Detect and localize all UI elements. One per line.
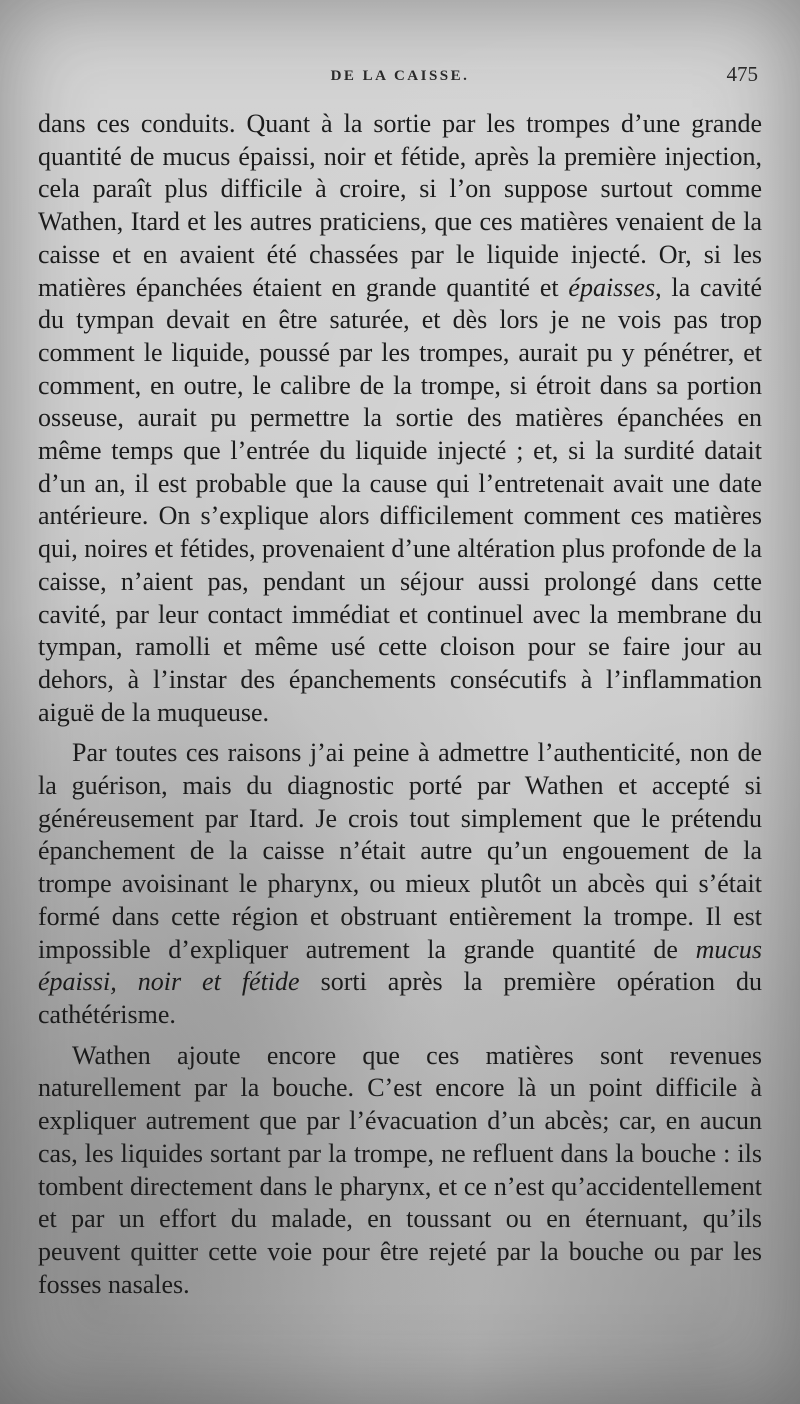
paragraph-1-italic-epaisses: épaisses — [568, 272, 656, 302]
running-head: DE LA CAISSE. — [330, 68, 470, 84]
paragraph-2-italic-mucus: mucus épaissi, noir et fétide — [38, 934, 762, 997]
paragraph-1-text-b: , la cavité du tympan devait en être saturée, et dès lors je ne vois pas trop comment le liquide, poussé par les trompes, aurait pu y pénétrer, et comment, en outre, le calibre de la trompe, si étroit dans sa portion osseuse, aurait pu permettre la sortie des matières épanchées en même temps que l’entrée du liquide injecté ; et, si la surdité datait d’un an, il est probable que la cause qui l’entretenait avait une date antérieure. On s’explique alors difficilement comment ces matières qui, noires et fétides, provenaient d’une altération plus profonde de la caisse, n’aient pas, pendant un séjour aussi prolongé dans cette cavité, par leur contact immédiat et continuel avec la membrane du tympan, ramolli et même usé cette cloison pour se faire jour au dehors, à l’instar des épanchements consécutifs à l’inflammation aiguë de la muqueuse. — [38, 272, 762, 727]
paragraph-1 — [38, 108, 762, 729]
paragraph-2-text-b: sorti après la première opération du cathétérisme. — [38, 967, 762, 1029]
paragraph-1-text-a: dans ces conduits. Quant à la sortie par les trompes d’une grande quantité de mucus épaissi, noir et fétide, après la première injection, cela paraît plus difficile à croire, si l’on suppose surtout comme Wathen, Itard et les autres praticiens, que ces matières venaient de la caisse et en avaient été chassées par le liquide injecté. Or, si les matières épanchées étaient en grande quantité et — [38, 109, 762, 302]
paragraph-3 — [38, 1040, 762, 1302]
page-header — [40, 62, 760, 92]
body-text — [38, 108, 762, 1301]
paragraph-3-text: Wathen ajoute encore que ces matières sont revenues naturellement par la bouche. C’est encore là un point difficile à expliquer autrement que par l’évacuation d’un abcès; car, en aucun cas, les liquides sortant par la trompe, ne refluent dans la bouche : ils tombent directement dans le pharynx, et ce n’est qu’accidentellement et par un effort du malade, en toussant ou en éternuant, qu’ils peuvent quitter cette voie pour être rejeté par la bouche ou par les fosses nasales. — [38, 1040, 762, 1299]
paragraph-2-text-a: Par toutes ces raisons j’ai peine à admettre l’authenticité, non de la guérison, mais du diagnostic porté par Wathen et accepté si généreusement par Itard. Je crois tout simplement que le prétendu épanchement de la caisse n’était autre qu’un engouement de la trompe avoisinant le pharynx, ou mieux plutôt un abcès qui s’était formé dans cette région et obstruant entièrement la trompe. Il est impossible d’expliquer autrement la grande quantité de — [38, 738, 762, 964]
paragraph-2 — [38, 737, 762, 1031]
page-number: 475 — [726, 62, 758, 86]
